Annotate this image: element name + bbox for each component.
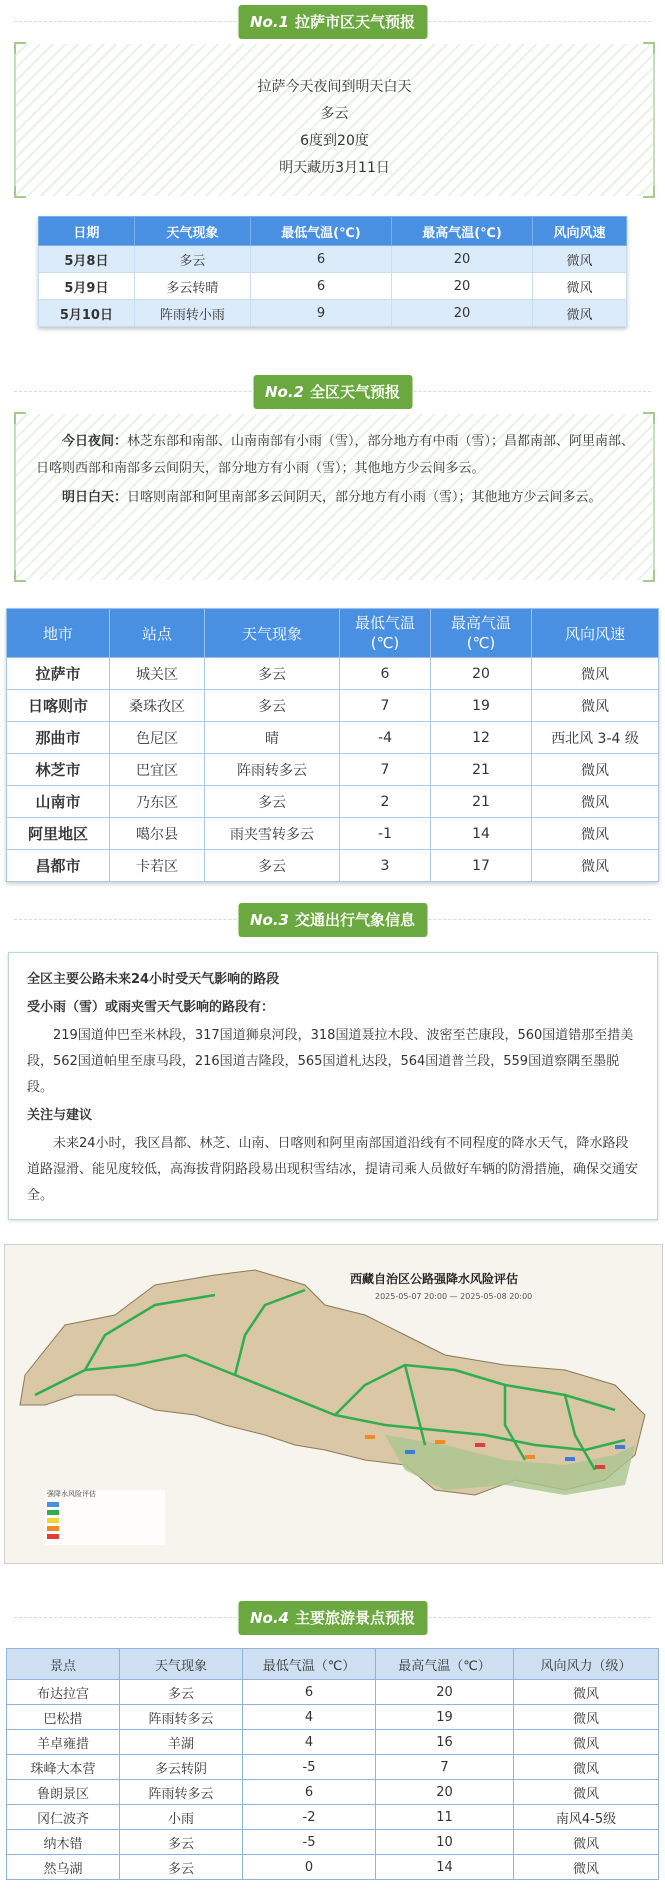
cell: 南风4-5级 (514, 1805, 659, 1830)
cell: 林芝市 (7, 754, 110, 786)
summary-line: 拉萨今天夜间到明天白天 (257, 79, 412, 95)
cell: 微风 (514, 1755, 659, 1780)
cell: 20 (391, 246, 532, 273)
risk-segment (615, 1445, 625, 1449)
traffic-heading: 全区主要公路未来24小时受天气影响的路段 (27, 972, 280, 987)
cell: 珠峰大本营 (7, 1755, 120, 1780)
cell: 11 (376, 1805, 514, 1830)
legend-title: 强降水风险评估 (47, 1490, 96, 1498)
section-title: 交通出行气象信息 (294, 911, 416, 929)
cell: 多云 (134, 246, 250, 273)
table-row (7, 1830, 659, 1855)
city-forecast-table (6, 608, 659, 882)
table-row (7, 1680, 659, 1705)
table-row (7, 818, 659, 850)
cell: 21 (431, 754, 532, 786)
advice-text: 未来24小时，我区昌都、林芝、山南、日喀则和阿里南部国道沿线有不同程度的降水天气，降水路段道路湿滑、能见度较低，高海拔背阴路段易出现积雪结冰，提请司乘人员做好车辆的防滑措施，确保交通安全。 (27, 1136, 639, 1203)
cell: 16 (376, 1730, 514, 1755)
cell: 晴 (205, 722, 340, 754)
col-header: 地市 (7, 609, 110, 658)
legend-swatch (47, 1534, 59, 1539)
cell: 14 (431, 818, 532, 850)
col-header: 最高气温(℃) (391, 217, 532, 246)
road-risk-map (4, 1244, 663, 1564)
cell: 微风 (514, 1855, 659, 1880)
cell: 6 (340, 658, 431, 690)
affected-roads-heading: 受小雨（雪）或雨夹雪天气影响的路段有： (27, 1000, 275, 1015)
risk-segment (525, 1455, 535, 1459)
legend-swatch (47, 1510, 59, 1515)
section-title: 拉萨市区天气预报 (294, 13, 416, 31)
cell: 城关区 (110, 658, 205, 690)
map-legend (45, 1489, 165, 1545)
cell: 山南市 (7, 786, 110, 818)
cell: -5 (243, 1755, 376, 1780)
cell: 多云转晴 (134, 273, 250, 300)
cell: 微风 (533, 300, 627, 327)
col-header: 日期 (39, 217, 135, 246)
col-header: 最高气温 (℃) (431, 609, 532, 658)
cell: -2 (243, 1805, 376, 1830)
table-row (7, 850, 659, 882)
cell: 20 (431, 658, 532, 690)
region-forecast-text (14, 414, 655, 580)
table-row (7, 722, 659, 754)
col-header: 风向风速 (533, 217, 627, 246)
table-row (7, 1705, 659, 1730)
cell: 微风 (532, 658, 659, 690)
cell: 卡若区 (110, 850, 205, 882)
risk-segment (475, 1443, 485, 1447)
cell: 拉萨市 (7, 658, 110, 690)
summary-line: 6度到20度 (300, 133, 369, 149)
risk-segment (595, 1465, 605, 1469)
section-title: 全区天气预报 (309, 383, 401, 401)
summary-line: 多云 (320, 106, 349, 122)
cell: 微风 (532, 818, 659, 850)
col-header: 风向风速 (532, 609, 659, 658)
cell: 微风 (514, 1680, 659, 1705)
cell: 羊湖 (120, 1730, 243, 1755)
cell: 多云 (120, 1830, 243, 1855)
night-forecast (36, 428, 635, 482)
cell: 冈仁波齐 (7, 1805, 120, 1830)
section2-header (0, 370, 665, 414)
table-row (7, 1805, 659, 1830)
cell: 20 (391, 300, 532, 327)
cell: 小雨 (120, 1805, 243, 1830)
cell: -4 (340, 722, 431, 754)
cell: 纳木错 (7, 1830, 120, 1855)
cell: 微风 (533, 246, 627, 273)
risk-segment (365, 1435, 375, 1439)
cell: 20 (376, 1680, 514, 1705)
cell: 微风 (514, 1780, 659, 1805)
summary-line: 明天藏历3月11日 (279, 160, 390, 176)
cell: 10 (376, 1830, 514, 1855)
cell: 19 (376, 1705, 514, 1730)
col-header: 最低气温(℃) (250, 217, 391, 246)
cell: 鲁朗景区 (7, 1780, 120, 1805)
cell: 微风 (514, 1830, 659, 1855)
legend-swatch (47, 1526, 59, 1531)
section4-title-pill (238, 1601, 427, 1635)
cell: 西北风 3-4 级 (532, 722, 659, 754)
col-header: 站点 (110, 609, 205, 658)
affected-roads-text: 219国道仲巴至米林段，317国道狮泉河段，318国道聂拉木段、波密至芒康段，560国道错那至措美段，562国道帕里至康马段，216国道吉隆段，565国道札达段，564国道普兰段，559国道察隅至墨脱段。 (27, 1028, 634, 1095)
day-forecast (36, 484, 635, 511)
cell: 5月9日 (39, 273, 135, 300)
cell: 微风 (533, 273, 627, 300)
section-number: No.2 (264, 383, 304, 401)
table-row (7, 1730, 659, 1755)
cell: 19 (431, 690, 532, 722)
section-title: 主要旅游景点预报 (294, 1609, 416, 1627)
cell: 6 (243, 1680, 376, 1705)
table-row (7, 1780, 659, 1805)
col-header: 天气现象 (205, 609, 340, 658)
cell: 色尼区 (110, 722, 205, 754)
cell: 5月10日 (39, 300, 135, 327)
day-label: 明日白天： (62, 490, 128, 505)
cell: 昌都市 (7, 850, 110, 882)
table-row (7, 690, 659, 722)
cell: 多云 (205, 850, 340, 882)
cell: 2 (340, 786, 431, 818)
cell: 巴宜区 (110, 754, 205, 786)
table-header-row (7, 609, 659, 658)
section-number: No.3 (249, 911, 289, 929)
risk-segment (435, 1440, 445, 1444)
cell: 噶尔县 (110, 818, 205, 850)
night-label: 今日夜间： (62, 434, 128, 449)
cell: -5 (243, 1830, 376, 1855)
cell: 多云 (120, 1855, 243, 1880)
cell: 9 (250, 300, 391, 327)
cell: 羊卓雍措 (7, 1730, 120, 1755)
col-header: 最高气温（℃） (376, 1649, 514, 1680)
section2-title-pill (253, 375, 412, 409)
cell: 阵雨转多云 (120, 1780, 243, 1805)
table-header-row (39, 217, 627, 246)
col-header: 最低气温 (℃) (340, 609, 431, 658)
map-time-range: 2025-05-07 20:00 — 2025-05-08 20:00 (375, 1292, 533, 1301)
cell: 桑珠孜区 (110, 690, 205, 722)
cell: 3 (340, 850, 431, 882)
traffic-info-box (8, 952, 658, 1220)
section1-header (0, 0, 665, 44)
legend-swatch (47, 1518, 59, 1523)
table-row (7, 658, 659, 690)
lhasa-forecast-table (38, 216, 627, 327)
table-row (7, 754, 659, 786)
cell: 5月8日 (39, 246, 135, 273)
cell: 0 (243, 1855, 376, 1880)
tibet-map-graphic (5, 1245, 662, 1563)
day-text: 日喀则南部和阿里南部多云间阴天，部分地方有小雨（雪）；其他地方少云间多云。 (127, 490, 602, 505)
cell: 6 (243, 1780, 376, 1805)
cell: 6 (250, 273, 391, 300)
col-header: 景点 (7, 1649, 120, 1680)
cell: 4 (243, 1705, 376, 1730)
cell: 微风 (514, 1705, 659, 1730)
cell: 微风 (532, 690, 659, 722)
cell: 微风 (532, 850, 659, 882)
scenic-spot-table (6, 1648, 659, 1880)
table-row (7, 786, 659, 818)
cell: 20 (376, 1780, 514, 1805)
cell: 21 (431, 786, 532, 818)
col-header: 天气现象 (120, 1649, 243, 1680)
cell: 7 (340, 690, 431, 722)
cell: 巴松措 (7, 1705, 120, 1730)
risk-segment (565, 1457, 575, 1461)
table-row (39, 273, 627, 300)
cell: 阵雨转小雨 (134, 300, 250, 327)
table-row (39, 246, 627, 273)
cell: 12 (431, 722, 532, 754)
cell: 日喀则市 (7, 690, 110, 722)
table-header-row (7, 1649, 659, 1680)
table-row (39, 300, 627, 327)
cell: -1 (340, 818, 431, 850)
cell: 多云转阴 (120, 1755, 243, 1780)
section3-title-pill (238, 903, 427, 937)
section4-header (0, 1596, 665, 1640)
cell: 阵雨转多云 (120, 1705, 243, 1730)
map-title: 西藏自治区公路强降水风险评估 (350, 1272, 519, 1286)
section3-header (0, 898, 665, 942)
cell: 多云 (205, 690, 340, 722)
table-row (7, 1855, 659, 1880)
cell: 阵雨转多云 (205, 754, 340, 786)
section1-title-pill (238, 5, 427, 39)
section-number: No.1 (249, 13, 289, 31)
col-header: 最低气温（℃） (243, 1649, 376, 1680)
cell: 雨夹雪转多云 (205, 818, 340, 850)
cell: 14 (376, 1855, 514, 1880)
legend-swatch (47, 1502, 59, 1507)
lhasa-summary-box (14, 44, 655, 196)
col-header: 风向风力（级） (514, 1649, 659, 1680)
cell: 微风 (532, 786, 659, 818)
cell: 微风 (514, 1730, 659, 1755)
risk-segment (405, 1450, 415, 1454)
cell: 4 (243, 1730, 376, 1755)
cell: 多云 (205, 658, 340, 690)
night-text: 林芝东部和南部、山南南部有小雨（雪），部分地方有中雨（雪）；昌都南部、阿里南部、日喀则西部和南部多云间阴天，部分地方有小雨（雪）；其他地方少云间多云。 (36, 434, 635, 476)
cell: 7 (376, 1755, 514, 1780)
cell: 7 (340, 754, 431, 786)
cell: 乃东区 (110, 786, 205, 818)
section-number: No.4 (249, 1609, 289, 1627)
cell: 阿里地区 (7, 818, 110, 850)
cell: 17 (431, 850, 532, 882)
advice-heading: 关注与建议 (27, 1108, 93, 1123)
cell: 然乌湖 (7, 1855, 120, 1880)
cell: 那曲市 (7, 722, 110, 754)
cell: 布达拉宫 (7, 1680, 120, 1705)
table-row (7, 1755, 659, 1780)
cell: 多云 (120, 1680, 243, 1705)
cell: 微风 (532, 754, 659, 786)
col-header: 天气现象 (134, 217, 250, 246)
cell: 多云 (205, 786, 340, 818)
cell: 20 (391, 273, 532, 300)
cell: 6 (250, 246, 391, 273)
